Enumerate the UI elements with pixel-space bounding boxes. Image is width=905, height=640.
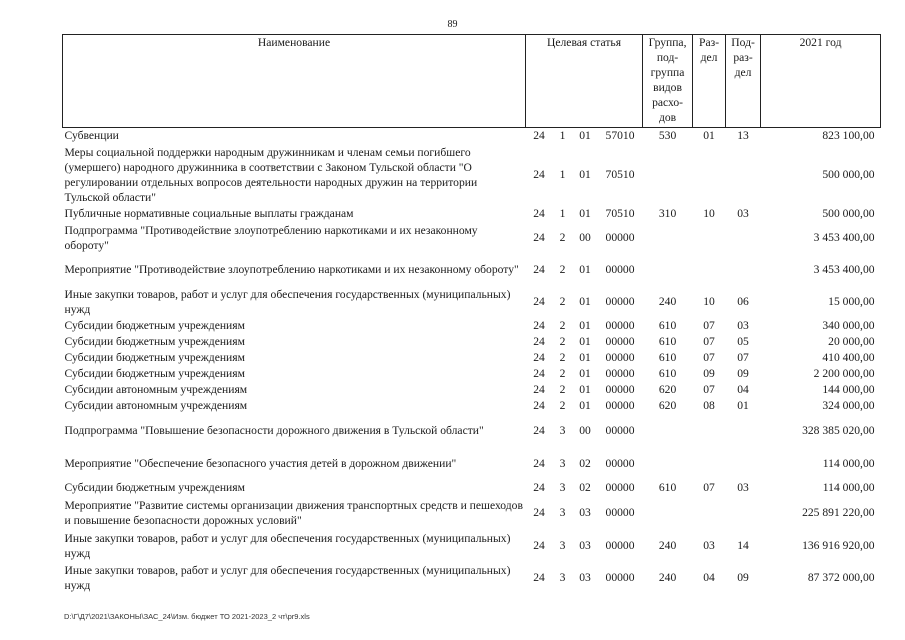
target-measure: 01 <box>579 335 591 348</box>
expense-group <box>643 222 693 254</box>
table-header <box>63 35 881 128</box>
target-program: 24 <box>533 399 545 412</box>
table-row <box>63 254 881 286</box>
header-line: видов <box>653 81 682 94</box>
row-name: Публичные нормативные социальные выплаты гражданам <box>64 207 354 220</box>
table-row <box>63 144 881 206</box>
table-row <box>63 414 881 448</box>
target-subprogram: 3 <box>559 481 566 494</box>
expense-group: 610 <box>658 481 677 494</box>
row-name: Субсидии автономным учреждениям <box>64 383 248 396</box>
target-program: 24 <box>533 539 545 552</box>
section-code: 07 <box>703 481 715 494</box>
subsection-code: 14 <box>737 539 749 552</box>
target-direction: 00000 <box>605 383 635 396</box>
amount-2021: 324 000,00 <box>822 399 875 412</box>
header-subsection <box>726 35 761 128</box>
subsection-code: 06 <box>737 295 749 308</box>
table-row <box>63 366 881 382</box>
target-measure: 01 <box>579 168 591 181</box>
subsection-code <box>726 222 761 254</box>
subsection-code: 04 <box>737 383 749 396</box>
expense-group: 610 <box>658 335 677 348</box>
expense-group: 240 <box>658 295 677 308</box>
table-row <box>63 334 881 350</box>
expense-group: 610 <box>658 351 677 364</box>
row-name: Субсидии бюджетным учреждениям <box>64 481 245 494</box>
header-year: 2021 год <box>761 35 881 128</box>
section-code: 04 <box>703 571 715 584</box>
target-program: 24 <box>533 319 545 332</box>
target-direction: 00000 <box>605 457 635 470</box>
subsection-code: 03 <box>737 319 749 332</box>
target-direction: 00000 <box>605 506 635 519</box>
header-line: дел <box>734 66 752 79</box>
target-direction: 00000 <box>605 351 635 364</box>
target-direction: 00000 <box>605 263 635 276</box>
amount-2021: 225 891 220,00 <box>802 506 875 519</box>
section-code <box>693 448 726 480</box>
row-name: Иные закупки товаров, работ и услуг для обеспечения государственных (муниципальных) нужд <box>64 563 511 592</box>
expense-group: 610 <box>658 367 677 380</box>
target-program: 24 <box>533 506 545 519</box>
row-name: Субсидии бюджетным учреждениям <box>64 319 245 332</box>
table-row <box>63 318 881 334</box>
target-program: 24 <box>533 231 545 244</box>
expense-group: 610 <box>658 319 677 332</box>
header-line: Раз- <box>699 36 720 49</box>
subsection-code: 03 <box>737 481 749 494</box>
row-name: Мероприятие "Противодействие злоупотреблению наркотиками и их незаконному обороту" <box>64 263 519 276</box>
amount-2021: 20 000,00 <box>828 335 875 348</box>
section-code: 03 <box>703 539 715 552</box>
target-direction: 00000 <box>605 295 635 308</box>
row-name: Подпрограмма "Противодействие злоупотреблению наркотиками и их незаконному обороту" <box>64 223 478 252</box>
subsection-code <box>726 496 761 530</box>
table-row <box>63 562 881 594</box>
amount-2021: 500 000,00 <box>822 168 875 181</box>
target-measure: 03 <box>579 571 591 584</box>
target-direction: 00000 <box>605 319 635 332</box>
target-measure: 01 <box>579 129 591 143</box>
amount-2021: 823 100,00 <box>822 129 875 143</box>
section-code: 09 <box>703 367 715 380</box>
row-name: Мероприятие "Обеспечение безопасного участия детей в дорожном движении" <box>64 457 457 470</box>
subsection-code <box>726 414 761 448</box>
expense-group <box>643 448 693 480</box>
amount-2021: 328 385 020,00 <box>802 424 875 437</box>
header-group <box>643 35 693 128</box>
target-subprogram: 2 <box>559 399 566 412</box>
target-subprogram: 3 <box>559 539 566 552</box>
amount-2021: 500 000,00 <box>822 207 875 220</box>
amount-2021: 114 000,00 <box>822 481 875 494</box>
target-program: 24 <box>533 481 545 494</box>
target-subprogram: 2 <box>559 335 566 348</box>
target-program: 24 <box>533 457 545 470</box>
table-row <box>63 398 881 414</box>
expense-group <box>643 254 693 286</box>
target-program: 24 <box>533 383 545 396</box>
target-direction: 00000 <box>605 231 635 244</box>
target-direction: 00000 <box>605 335 635 348</box>
target-measure: 03 <box>579 506 591 519</box>
amount-2021: 3 453 400,00 <box>813 231 875 244</box>
target-program: 24 <box>533 168 545 181</box>
subsection-code <box>726 448 761 480</box>
section-code: 07 <box>703 319 715 332</box>
amount-2021: 114 000,00 <box>822 457 875 470</box>
row-name: Мероприятие "Развитие системы организации движения транспортных средств и пешеходов и повышение безопасности дорожных условий" <box>64 498 523 527</box>
row-name: Иные закупки товаров, работ и услуг для обеспечения государственных (муниципальных) нужд <box>64 531 511 560</box>
table-row <box>63 350 881 366</box>
target-program: 24 <box>533 207 545 220</box>
target-program: 24 <box>533 571 545 584</box>
header-line: группа <box>650 66 685 79</box>
expense-group <box>643 414 693 448</box>
header-line: под- <box>656 51 679 64</box>
target-subprogram: 2 <box>559 367 566 380</box>
target-measure: 00 <box>579 231 591 244</box>
header-line: расхо- <box>652 96 684 109</box>
subsection-code: 01 <box>737 399 749 412</box>
target-direction: 70510 <box>605 168 635 181</box>
page-number: 89 <box>447 19 458 30</box>
target-program: 24 <box>533 129 545 143</box>
target-measure: 01 <box>579 351 591 364</box>
row-name: Иные закупки товаров, работ и услуг для обеспечения государственных (муниципальных) нужд <box>64 287 511 316</box>
expense-group <box>643 144 693 206</box>
section-code: 10 <box>703 295 715 308</box>
subsection-code: 05 <box>737 335 749 348</box>
row-name: Субсидии бюджетным учреждениям <box>64 335 245 348</box>
header-name: Наименование <box>63 35 526 128</box>
target-direction: 00000 <box>605 399 635 412</box>
expense-group: 530 <box>658 129 677 143</box>
section-code: 01 <box>703 129 715 143</box>
target-subprogram: 2 <box>559 295 566 308</box>
target-measure: 01 <box>579 295 591 308</box>
target-subprogram: 1 <box>559 207 566 220</box>
table-row <box>63 206 881 222</box>
row-name: Субсидии бюджетным учреждениям <box>64 351 245 364</box>
amount-2021: 15 000,00 <box>828 295 875 308</box>
target-measure: 02 <box>579 481 591 494</box>
target-measure: 00 <box>579 424 591 437</box>
amount-2021: 87 372 000,00 <box>807 571 875 584</box>
subsection-code <box>726 254 761 286</box>
target-direction: 00000 <box>605 367 635 380</box>
target-subprogram: 3 <box>559 424 566 437</box>
header-target-article: Целевая статья <box>526 35 643 128</box>
target-measure: 02 <box>579 457 591 470</box>
row-name: Подпрограмма "Повышение безопасности дорожного движения в Тульской области" <box>64 424 484 437</box>
target-program: 24 <box>533 351 545 364</box>
target-program: 24 <box>533 367 545 380</box>
target-direction: 00000 <box>605 424 635 437</box>
amount-2021: 144 000,00 <box>822 383 875 396</box>
target-subprogram: 1 <box>559 168 566 181</box>
target-subprogram: 3 <box>559 457 566 470</box>
target-direction: 70510 <box>605 207 635 220</box>
amount-2021: 136 916 920,00 <box>802 539 875 552</box>
header-line: Под- <box>731 36 755 49</box>
amount-2021: 410 400,00 <box>822 351 875 364</box>
target-subprogram: 2 <box>559 231 566 244</box>
target-subprogram: 3 <box>559 506 566 519</box>
subsection-code: 09 <box>737 367 749 380</box>
row-name: Субсидии автономным учреждениям <box>64 399 248 412</box>
section-code: 07 <box>703 335 715 348</box>
budget-table <box>62 34 881 594</box>
table-body <box>63 128 881 594</box>
table-row <box>63 530 881 562</box>
header-line: дов <box>658 111 677 124</box>
row-name: Меры социальной поддержки народным дружинникам и членам семьи погибшего (умершего) народного дружинника в соответствии с Законом Тульской области "О регулировании отдельных вопросов деятельности народных дружин на территории Тульской области" <box>64 145 478 204</box>
table-row <box>63 448 881 480</box>
header-line: раз- <box>733 51 753 64</box>
target-subprogram: 2 <box>559 383 566 396</box>
row-name: Субсидии бюджетным учреждениям <box>64 367 245 380</box>
section-code <box>693 496 726 530</box>
subsection-code: 13 <box>737 129 749 143</box>
target-direction: 00000 <box>605 571 635 584</box>
table-row <box>63 496 881 530</box>
target-measure: 01 <box>579 367 591 380</box>
table-row <box>63 128 881 144</box>
expense-group: 310 <box>658 207 677 220</box>
target-subprogram: 2 <box>559 319 566 332</box>
header-line: Группа, <box>648 36 687 49</box>
table-row <box>63 222 881 254</box>
target-direction: 57010 <box>605 129 635 143</box>
target-measure: 03 <box>579 539 591 552</box>
target-program: 24 <box>533 295 545 308</box>
expense-group: 620 <box>658 399 677 412</box>
target-program: 24 <box>533 335 545 348</box>
section-code: 07 <box>703 351 715 364</box>
section-code: 10 <box>703 207 715 220</box>
section-code <box>693 222 726 254</box>
section-code <box>693 414 726 448</box>
target-subprogram: 1 <box>559 129 566 143</box>
target-subprogram: 3 <box>559 571 566 584</box>
target-measure: 01 <box>579 263 591 276</box>
expense-group <box>643 496 693 530</box>
target-direction: 00000 <box>605 539 635 552</box>
expense-group: 240 <box>658 539 677 552</box>
expense-group: 620 <box>658 383 677 396</box>
row-name: Субвенции <box>64 129 119 143</box>
section-code <box>693 144 726 206</box>
subsection-code: 03 <box>737 207 749 220</box>
table-row <box>63 286 881 318</box>
target-measure: 01 <box>579 319 591 332</box>
target-program: 24 <box>533 263 545 276</box>
section-code: 07 <box>703 383 715 396</box>
target-program: 24 <box>533 424 545 437</box>
amount-2021: 340 000,00 <box>822 319 875 332</box>
table-row <box>63 382 881 398</box>
header-section <box>693 35 726 128</box>
target-subprogram: 2 <box>559 351 566 364</box>
target-direction: 00000 <box>605 481 635 494</box>
amount-2021: 3 453 400,00 <box>813 263 875 276</box>
table-row <box>63 480 881 496</box>
target-subprogram: 2 <box>559 263 566 276</box>
target-measure: 01 <box>579 383 591 396</box>
amount-2021: 2 200 000,00 <box>813 367 875 380</box>
target-measure: 01 <box>579 399 591 412</box>
file-path-footer: D:\Г\Д7\2021\ЗАКОНЫ\ЗАС_24\Изм. бюджет ТО 2021-2023_2 чт\pr9.xls <box>64 612 310 621</box>
section-code <box>693 254 726 286</box>
expense-group: 240 <box>658 571 677 584</box>
subsection-code <box>726 144 761 206</box>
target-measure: 01 <box>579 207 591 220</box>
subsection-code: 09 <box>737 571 749 584</box>
section-code: 08 <box>703 399 715 412</box>
header-line: дел <box>700 51 718 64</box>
subsection-code: 07 <box>737 351 749 364</box>
